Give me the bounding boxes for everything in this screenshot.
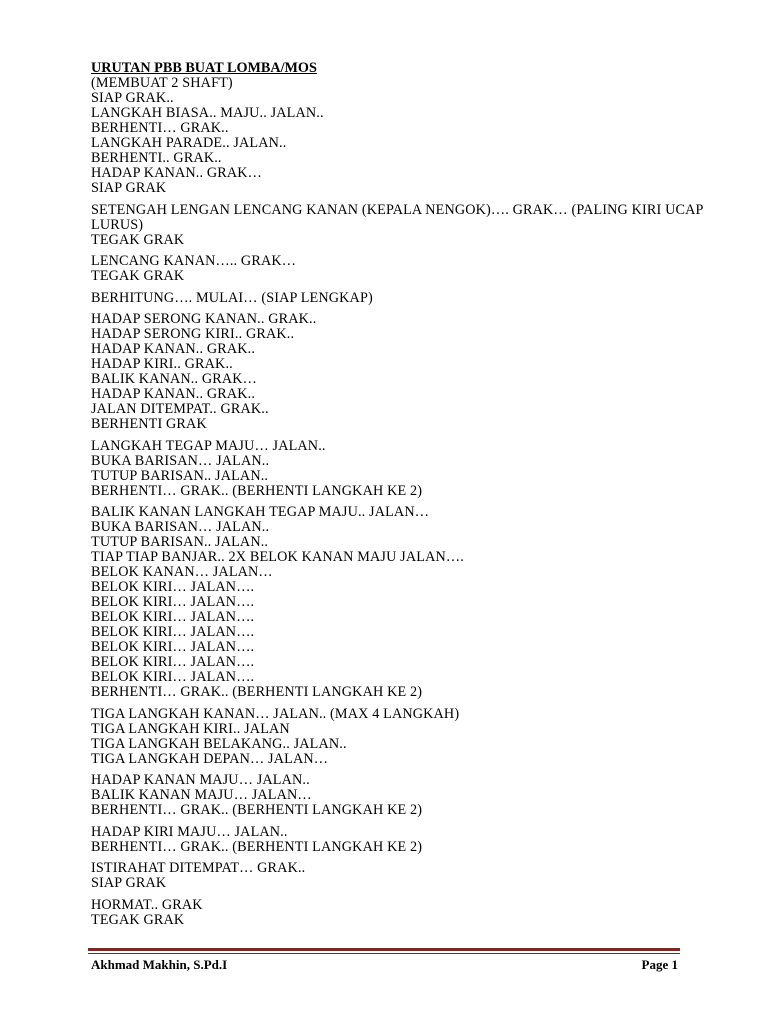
command-line: BERHENTI… GRAK.. (BERHENTI LANGKAH KE 2) [91, 482, 423, 499]
footer-divider [88, 948, 680, 951]
command-line: TIAP TIAP BANJAR.. 2X BELOK KANAN MAJU JALAN…. [91, 549, 464, 565]
command-line: TEGAK GRAK [91, 268, 185, 284]
paragraph [91, 312, 711, 432]
paragraph [91, 254, 711, 284]
command-line: BUKA BARISAN… JALAN.. [91, 452, 270, 469]
command-line: TIGA LANGKAH KANAN… JALAN.. (MAX 4 LANGKAH) [91, 705, 460, 722]
command-line: HADAP KIRI MAJU… JALAN.. [91, 823, 288, 840]
command-line: BALIK KANAN.. GRAK… [91, 371, 257, 387]
command-line: ISTIRAHAT DITEMPAT… GRAK.. [91, 860, 306, 876]
command-line: LANGKAH PARADE.. JALAN.. [91, 135, 287, 151]
command-line: TEGAK GRAK [91, 911, 185, 928]
paragraph [91, 707, 711, 767]
command-line: BERHENTI.. GRAK.. [91, 150, 222, 166]
paragraph [91, 439, 711, 499]
command-line: JALAN DITEMPAT.. GRAK.. [91, 401, 269, 417]
command-line: HADAP SERONG KANAN.. GRAK.. [91, 311, 317, 327]
command-line: SIAP GRAK.. [91, 90, 174, 106]
command-line: HADAP KANAN.. GRAK… [91, 165, 263, 181]
command-line: BERHENTI… GRAK.. [91, 120, 229, 136]
command-line: BELOK KANAN… JALAN… [91, 564, 273, 580]
command-line: HADAP SERONG KIRI.. GRAK.. [91, 326, 295, 342]
document-body [91, 61, 711, 928]
command-line: SIAP GRAK [91, 180, 167, 196]
command-line: BERHENTI… GRAK.. (BERHENTI LANGKAH KE 2) [91, 802, 423, 818]
paragraph [91, 505, 711, 700]
document-subtitle: (MEMBUAT 2 SHAFT) [91, 75, 233, 91]
command-line: LANGKAH TEGAP MAJU… JALAN.. [91, 437, 326, 454]
command-line: TIGA LANGKAH DEPAN… JALAN… [91, 750, 329, 767]
command-line: BELOK KIRI… JALAN…. [91, 609, 255, 625]
footer-author: Akhmad Makhin, S.Pd.I [91, 957, 228, 972]
command-line: HADAP KANAN MAJU… JALAN.. [91, 772, 310, 788]
command-line: BELOK KIRI… JALAN…. [91, 654, 255, 670]
command-line: BUKA BARISAN… JALAN.. [91, 519, 270, 535]
command-line: BELOK KIRI… JALAN…. [91, 579, 255, 595]
command-line: TUTUP BARISAN.. JALAN.. [91, 534, 269, 550]
command-line: SIAP GRAK [91, 875, 167, 891]
command-line: BELOK KIRI… JALAN…. [91, 639, 255, 655]
command-line: TIGA LANGKAH BELAKANG.. JALAN.. [91, 735, 347, 752]
command-line: BELOK KIRI… JALAN…. [91, 594, 255, 610]
paragraph [91, 291, 711, 306]
paragraph [91, 203, 711, 248]
command-line: BALIK KANAN LANGKAH TEGAP MAJU.. JALAN… [91, 504, 430, 520]
command-line: TIGA LANGKAH KIRI.. JALAN [91, 720, 290, 737]
command-line: HADAP KIRI.. GRAK.. [91, 356, 233, 372]
command-line: BERHITUNG…. MULAI… (SIAP LENGKAP) [91, 289, 373, 306]
paragraph [91, 91, 711, 196]
command-line: BALIK KANAN MAJU… JALAN… [91, 787, 312, 803]
command-line: TEGAK GRAK [91, 231, 185, 248]
command-line: BELOK KIRI… JALAN…. [91, 624, 255, 640]
command-line: BERHENTI… GRAK.. (BERHENTI LANGKAH KE 2) [91, 684, 423, 700]
footer-divider-thin [88, 953, 680, 954]
paragraph [91, 861, 711, 891]
command-line: SETENGAH LENGAN LENCANG KANAN (KEPALA NENGOK)…. GRAK… (PALING KIRI UCAP LURUS) [91, 201, 704, 233]
command-line: BERHENTI GRAK [91, 416, 207, 432]
command-line: HADAP KANAN.. GRAK.. [91, 386, 256, 402]
command-line: LANGKAH BIASA.. MAJU.. JALAN.. [91, 105, 324, 121]
command-line: BELOK KIRI… JALAN…. [91, 669, 255, 685]
command-line: HORMAT.. GRAK [91, 896, 203, 913]
footer-page-number: Page 1 [641, 957, 678, 972]
command-line: TUTUP BARISAN.. JALAN.. [91, 467, 269, 484]
paragraph [91, 773, 711, 818]
paragraph [91, 898, 711, 928]
command-line: LENCANG KANAN….. GRAK… [91, 253, 297, 269]
command-line: BERHENTI… GRAK.. (BERHENTI LANGKAH KE 2) [91, 838, 423, 855]
paragraph [91, 825, 711, 855]
document-title: URUTAN PBB BUAT LOMBA/MOS [91, 60, 317, 76]
command-line: HADAP KANAN.. GRAK.. [91, 341, 256, 357]
